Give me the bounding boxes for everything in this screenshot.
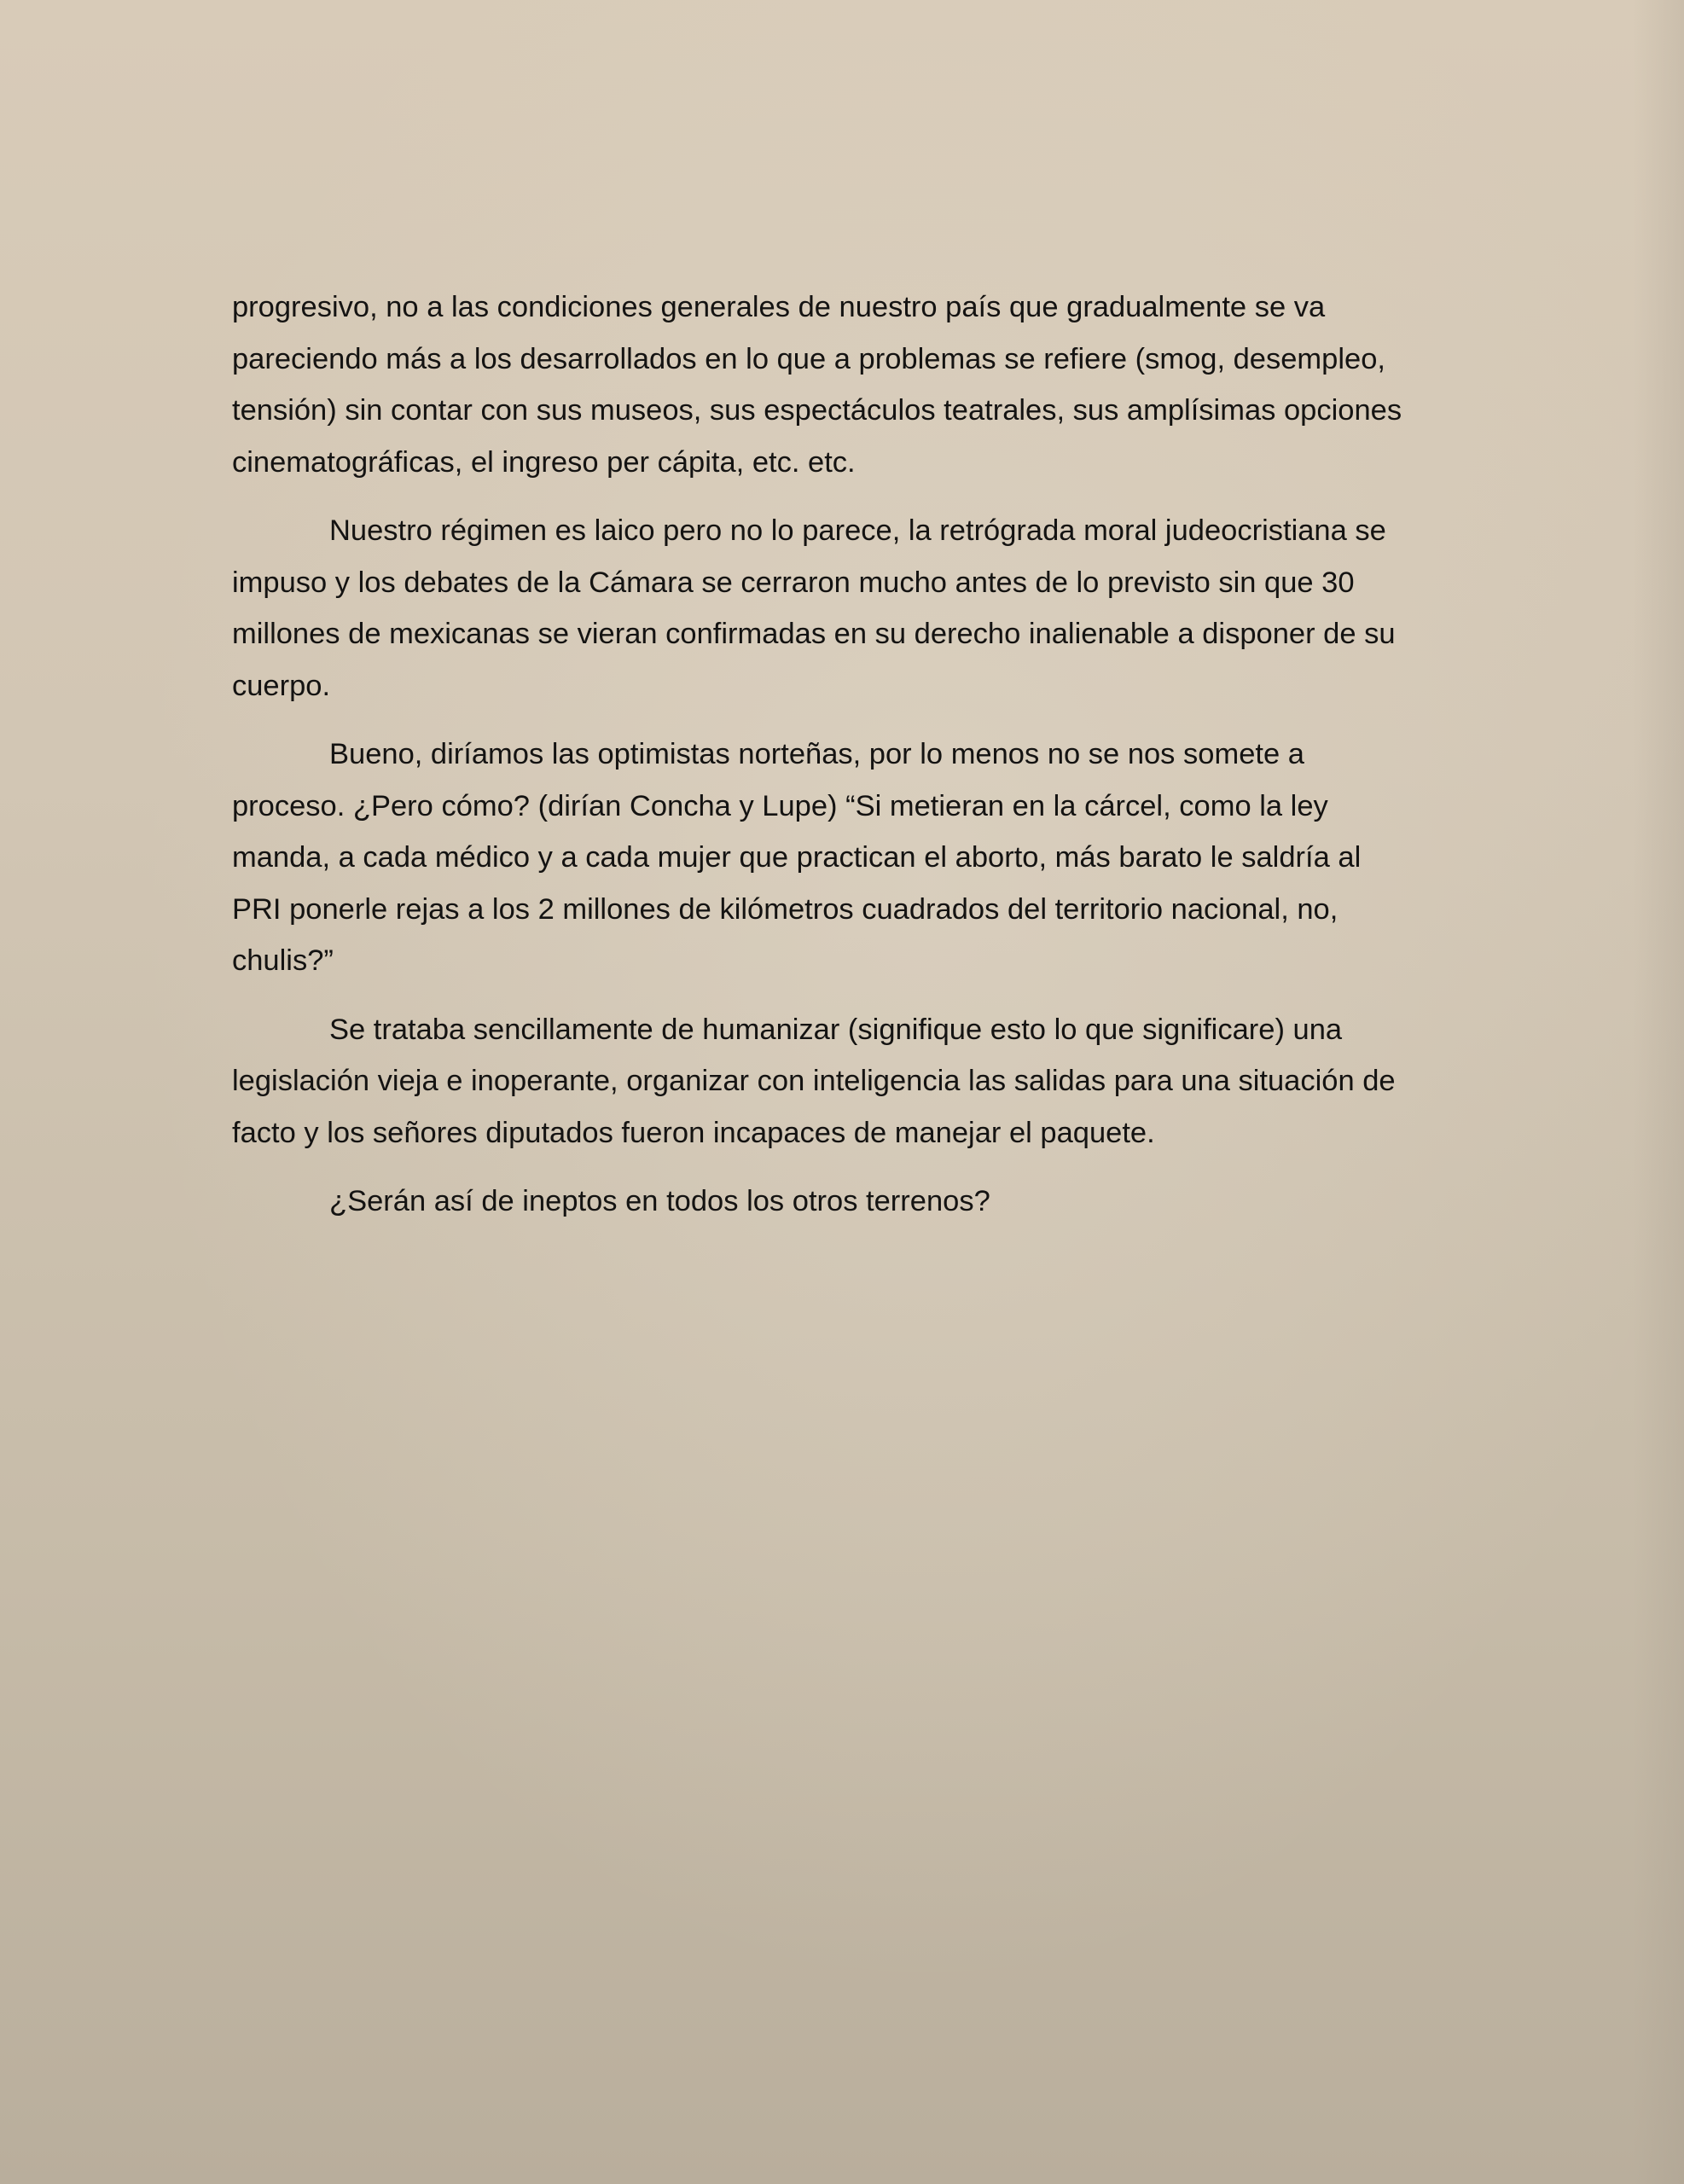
text-line: progresivo, no a las condiciones generales de nuestro país que gradualmente se va bbox=[232, 291, 1326, 323]
text-line-first bbox=[232, 505, 1426, 557]
body-text bbox=[232, 282, 1426, 1245]
text-line-content: Bueno, diríamos las optimistas norteñas, por lo menos no se nos somete a bbox=[329, 738, 1304, 770]
text-line: chulis?” bbox=[232, 944, 334, 977]
text-line: cinematográficas, el ingreso per cápita, etc. etc. bbox=[232, 445, 856, 479]
text-line: cuerpo. bbox=[232, 669, 331, 702]
text-line-first bbox=[232, 729, 1426, 781]
text-line: manda, a cada médico y a cada mujer que practican el aborto, más barato le saldría al bbox=[232, 841, 1362, 874]
paragraph bbox=[232, 505, 1426, 712]
text-line-first bbox=[232, 1176, 1426, 1228]
paragraph bbox=[232, 1004, 1426, 1159]
paragraph bbox=[232, 729, 1426, 987]
text-line: tensión) sin contar con sus museos, sus espectáculos teatrales, sus amplísimas opciones bbox=[232, 394, 1402, 427]
text-line-content: Nuestro régimen es laico pero no lo parece, la retrógrada moral judeocristiana se bbox=[329, 514, 1386, 547]
text-line-content: Se trataba sencillamente de humanizar (signifique esto lo que significare) una bbox=[329, 1013, 1343, 1046]
text-line: PRI ponerle rejas a los 2 millones de kilómetros cuadrados del territorio nacional, no, bbox=[232, 892, 1338, 926]
text-line: legislación vieja e inoperante, organizar con inteligencia las salidas para una situación de bbox=[232, 1065, 1396, 1097]
text-line: proceso. ¿Pero cómo? (dirían Concha y Lupe) “Si metieran en la cárcel, como la ley bbox=[232, 789, 1328, 822]
text-line: pareciendo más a los desarrollados en lo que a problemas se refiere (smog, desempleo, bbox=[232, 342, 1385, 375]
text-line-content: ¿Serán así de ineptos en todos los otros terrenos? bbox=[329, 1185, 990, 1217]
paragraph bbox=[232, 282, 1426, 488]
text-line-first bbox=[232, 1004, 1426, 1056]
text-line: millones de mexicanas se vieran confirmadas en su derecho inalienable a disponer de su bbox=[232, 618, 1396, 650]
text-line: facto y los señores diputados fueron incapaces de manejar el paquete. bbox=[232, 1116, 1155, 1149]
text-line: impuso y los debates de la Cámara se cerraron mucho antes de lo previsto sin que 30 bbox=[232, 566, 1355, 599]
paragraph bbox=[232, 1176, 1426, 1228]
